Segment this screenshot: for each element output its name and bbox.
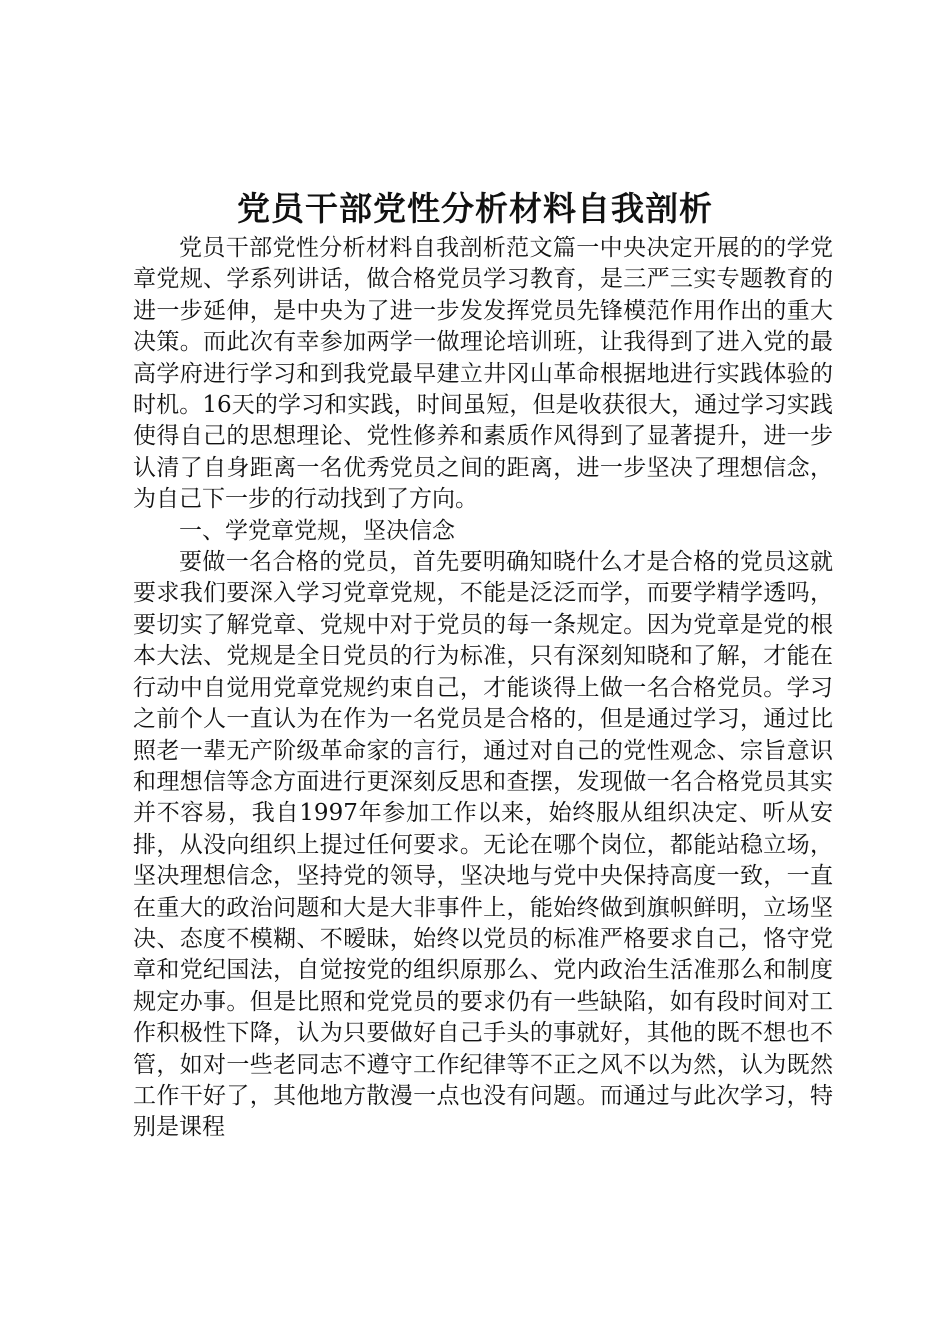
- document-title: 党员干部党性分析材料自我剖析: [237, 189, 713, 228]
- section-heading: 一、学党章党规，坚决信念: [179, 517, 455, 544]
- paragraph-body: 要做一名合格的党员，首先要明确知晓什么才是合格的党员这就要求我们要深入学习党章党规，不能是泛泛而学，而要学精学透吗，要切实了解党章、党规中对于党员的每一条规定。因为党章是党的根本大法、党规是全日党员的行为标准，只有深刻知晓和了解，才能在行动中自觉用党章党规约束自己，才能谈得上做一名合格党员。学习之前个人一直认为在作为一名党员是合格的，但是通过学习，通过比照老一辈无产阶级革命家的言行，通过对自己的党性观念、宗旨意识和理想信等念方面进行更深刻反思和查摆，发现做一名合格党员其实并不容易，我自1997年参加工作以来，始终服从组织决定、听从安排，从没向组织上提过任何要求。无论在哪个岗位，都能站稳立场，坚决理想信念，坚持党的领导，坚决地与党中央保持高度一致，一直在重大的政治问题和大是大非事件上，能始终做到旗帜鲜明，立场坚决、态度不模糊、不暧昧，始终以党员的标准严格要求自己，恪守党章和党纪国法，自觉按党的组织原那么、党内政治生活准那么和制度规定办事。但是比照和党党员的要求仍有一些缺陷，如有段时间对工作积极性下降，认为只要做好自己手头的事就好，其他的既不想也不管，如对一些老同志不遵守工作纪律等不正之风不以为然，认为既然工作干好了，其他地方散漫一点也没有问题。而通过与此次学习，特别是课程: [133, 549, 833, 1141]
- document-body: [133, 233, 833, 1144]
- paragraph-intro: 党员干部党性分析材料自我剖析范文篇一中央决定开展的的学党章党规、学系列讲话，做合格党员学习教育，是三严三实专题教育的进一步延伸，是中央为了进一步发发挥党员先锋模范作用作出的重大决策。而此次有幸参加两学一做理论培训班，让我得到了进入党的最高学府进行学习和到我党最早建立井冈山革命根据地进行实践体验的时机。16天的学习和实践，时间虽短，但是收获很大，通过学习实践使得自己的思想理论、党性修养和素质作风得到了显著提升，进一步认清了自身距离一名优秀党员之间的距离，进一步坚决了理想信念，为自己下一步的行动找到了方向。: [133, 235, 833, 513]
